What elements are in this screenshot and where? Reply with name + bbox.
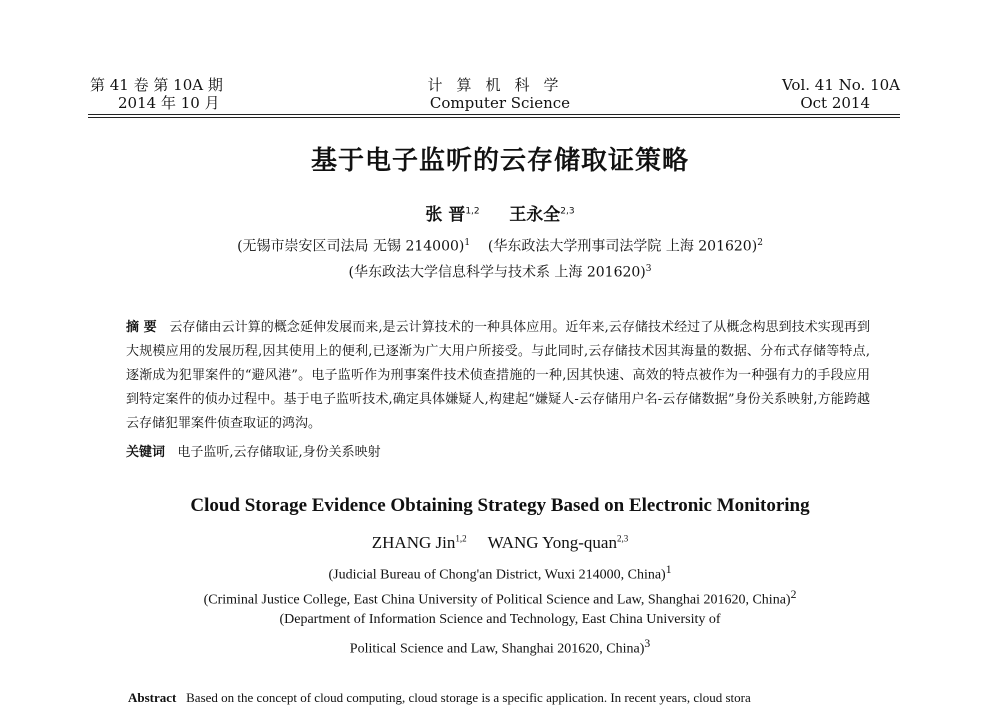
authors-cn [0,200,1000,225]
journal-name-cn: 计算机科学 [427,76,573,94]
header-rule-second [88,117,900,118]
abstract-text-en: Based on the concept of cloud computing, cloud storage is a specific application. In recent years, cloud stora [186,690,751,705]
affiliation-en-line1 [0,563,1000,584]
authors-en [0,533,1000,553]
affiliation-cn-line2 [0,260,1000,282]
keywords-text-cn: 电子监听,云存储取证,身份关系映射 [177,445,381,460]
abstract-cn [126,316,870,436]
keywords-cn [126,444,870,462]
author-sup: 2,3 [616,533,629,544]
affiliation-sup: 2 [757,238,763,248]
affiliation-sup: 1 [665,563,672,576]
author-name: ZHANG Jin [371,533,456,552]
author-name: WANG Yong-quan [487,533,617,552]
affiliation-cn-line1 [0,234,1000,256]
affiliation-sup: 3 [645,264,652,274]
volume-issue-en: Vol. 41 No. 10A [781,76,900,94]
affiliation-text: (Department of Information Science and Technology, East China University of [279,612,721,627]
affiliation-text: (无锡市崇安区司法局 无锡 214000) [237,238,465,255]
abstract-label-en: Abstract [128,690,177,705]
author-sup: 2,3 [560,206,575,217]
affiliation-text: (华东政法大学信息科学与技术系 上海 201620) [348,264,646,281]
affiliation-sup: 2 [790,588,797,601]
author-name: 王永全 [509,205,561,225]
abstract-label-cn: 摘 要 [126,320,157,335]
affiliation-text: (Judicial Bureau of Chong'an District, Wuxi 214000, China) [328,567,666,583]
paper-title-cn: 基于电子监听的云存储取证策略 [310,146,689,176]
affiliation-text: Political Science and Law, Shanghai 201620, China) [349,641,645,657]
affiliation-sup: 1 [464,238,471,248]
affiliation-sup: 3 [644,637,651,650]
journal-name-en: Computer Science [429,94,571,112]
date-cn: 2014 年 10 月 [118,94,220,112]
affiliation-text: (华东政法大学刑事司法学院 上海 201620) [487,238,758,255]
volume-issue-cn: 第 41 卷 第 10A 期 [90,76,223,94]
paper-title-en: Cloud Storage Evidence Obtaining Strategy Based on Electronic Monitoring [190,495,810,516]
date-en: Oct 2014 [800,94,870,112]
keywords-label-cn: 关键词 [126,445,166,460]
affiliation-text: (Criminal Justice College, East China University of Political Science and Law, Shanghai 201620, China) [203,592,791,608]
journal-header-left [90,76,223,112]
author-sup: 1,2 [455,533,467,544]
journal-header-center [380,76,620,112]
affiliation-en-line3 [0,612,1000,628]
abstract-text-cn: 云存储由云计算的概念延伸发展而来,是云计算技术的一种具体应用。近年来,云存储技术经过了从概念构思到技术实现再到大规模应用的发展历程,因其使用上的便利,已逐渐为广大用户所接受。与此同时,云存储技术因其海量的数据、分布式存储等特点,逐渐成为犯罪案件的“避风港”。电子监听作为刑事案件技术侦查措施的一种,因其快速、高效的特点被作为一种强有力的手段应用到特定案件的侦办过程中。基于电子监听技术,确定具体嫌疑人,构建起“嫌疑人-云存储用户名-云存储数据”身份关系映射,方能跨越云存储犯罪案件侦查取证的鸿沟。 [126,320,870,431]
author-name: 张 晋 [425,205,466,225]
author-sup: 1,2 [465,206,480,217]
header-rule [88,114,900,115]
journal-header-right [720,76,900,112]
affiliation-en-line2 [0,588,1000,609]
affiliation-en-line4 [0,637,1000,658]
